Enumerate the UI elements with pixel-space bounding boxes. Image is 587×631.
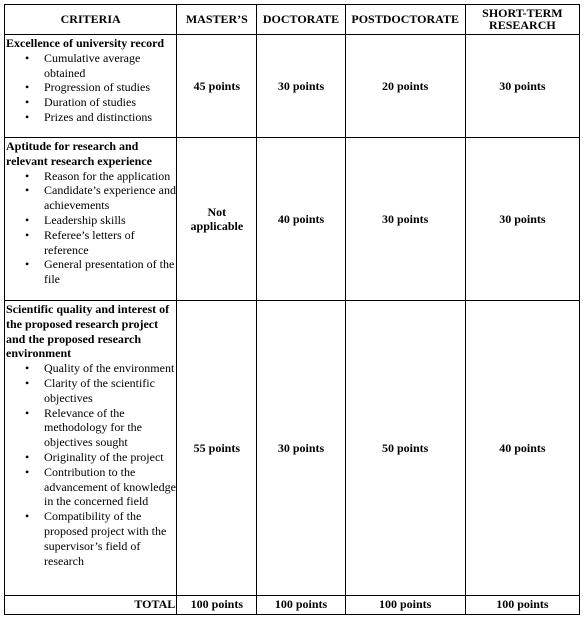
header-doctorate: DOCTORATE <box>257 5 345 35</box>
header-criteria: CRITERIA <box>5 5 177 35</box>
header-short-term-research <box>465 5 579 35</box>
table-row <box>5 138 580 301</box>
total-short-term: 100 points <box>465 596 579 615</box>
list-item: • Candidate’s experience and achievements <box>44 183 176 213</box>
header-masters: MASTER’S <box>177 5 257 35</box>
list-item: • General presentation of the file <box>44 257 176 287</box>
total-doctorate: 100 points <box>257 596 345 615</box>
masters-points: 55 points <box>177 301 257 596</box>
list-item: • Duration of studies <box>44 95 176 110</box>
criteria-title: Scientific quality and interest of the proposed research project and the proposed research environment <box>6 302 170 361</box>
criteria-list <box>6 361 176 568</box>
list-item: • Clarity of the scientific objectives <box>44 376 176 406</box>
list-item: • Leadership skills <box>44 213 176 228</box>
total-masters: 100 points <box>177 596 257 615</box>
total-postdoctorate: 100 points <box>345 596 465 615</box>
postdoctorate-points: 20 points <box>345 35 465 138</box>
doctorate-points: 30 points <box>257 35 345 138</box>
criteria-table <box>4 4 580 615</box>
criteria-list <box>6 169 176 287</box>
doctorate-points: 30 points <box>257 301 345 596</box>
list-item: • Quality of the environment <box>44 361 176 376</box>
list-item: • Cumulative average obtained <box>44 51 176 81</box>
postdoctorate-points: 50 points <box>345 301 465 596</box>
not-applicable-text: Not applicable <box>190 205 244 233</box>
total-row <box>5 596 580 615</box>
list-item: • Compatibility of the proposed project with the supervisor’s field of research <box>44 509 176 568</box>
list-item: • Prizes and distinctions <box>44 110 176 125</box>
table-row <box>5 301 580 596</box>
header-short-term-line1: SHORT-TERM <box>482 6 563 20</box>
masters-points <box>177 138 257 301</box>
criteria-cell <box>5 35 177 138</box>
header-postdoctorate: POSTDOCTORATE <box>345 5 465 35</box>
list-item: • Reason for the application <box>44 169 176 184</box>
header-row <box>5 5 580 35</box>
short-term-points: 30 points <box>465 35 579 138</box>
list-item: • Originality of the project <box>44 450 176 465</box>
short-term-points: 30 points <box>465 138 579 301</box>
header-short-term-line2: RESEARCH <box>489 18 556 32</box>
criteria-cell <box>5 138 177 301</box>
list-item: • Progression of studies <box>44 80 176 95</box>
masters-points: 45 points <box>177 35 257 138</box>
list-item: • Relevance of the methodology for the objectives sought <box>44 406 176 450</box>
list-item: • Contribution to the advancement of knowledge in the concerned field <box>44 465 176 509</box>
total-label: TOTAL <box>5 596 177 615</box>
criteria-title: Aptitude for research and relevant research experience <box>6 139 152 168</box>
criteria-list <box>6 51 176 125</box>
table-row <box>5 35 580 138</box>
criteria-title: Excellence of university record <box>6 36 165 50</box>
doctorate-points: 40 points <box>257 138 345 301</box>
criteria-cell <box>5 301 177 596</box>
postdoctorate-points: 30 points <box>345 138 465 301</box>
list-item: • Referee’s letters of reference <box>44 228 176 258</box>
short-term-points: 40 points <box>465 301 579 596</box>
